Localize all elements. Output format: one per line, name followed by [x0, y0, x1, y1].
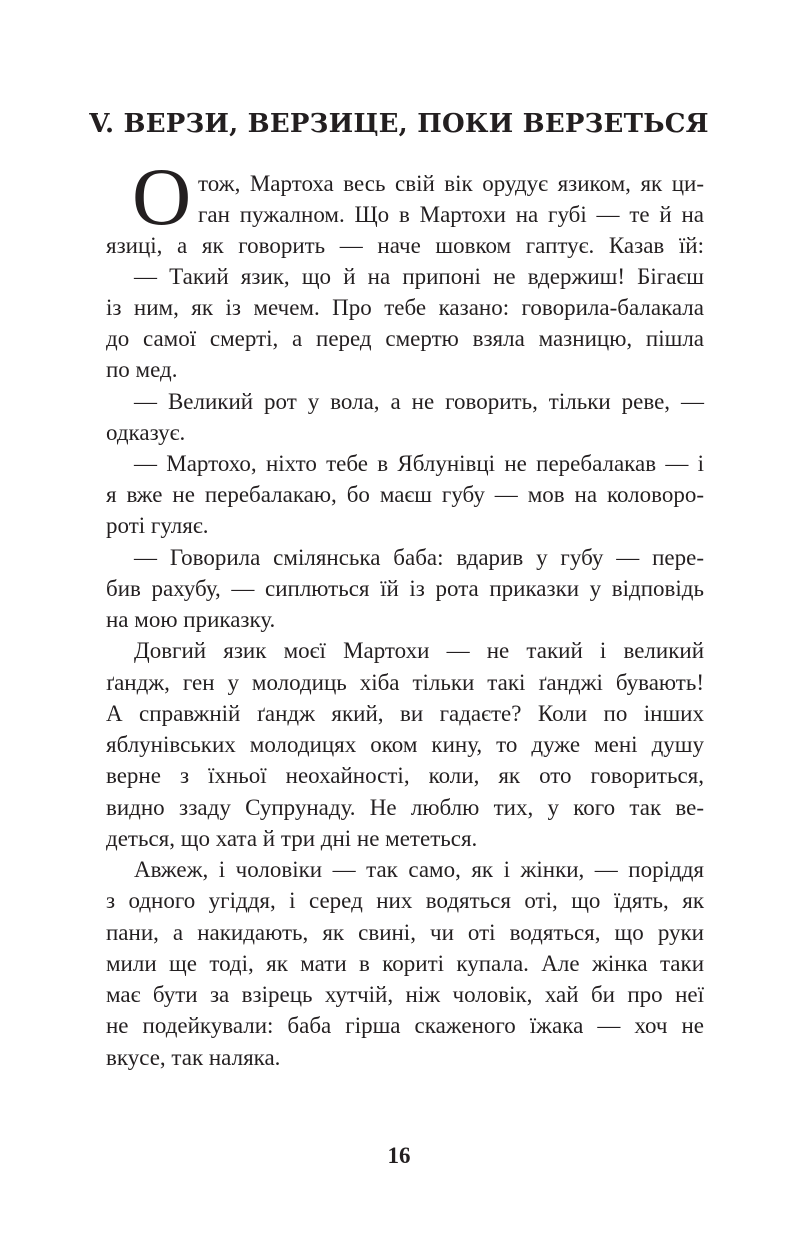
- text-line: Довгий язик моєї Мартохи — не такий і великий: [134, 638, 704, 663]
- text-line: з одного угіддя, і серед них водяться оті, що їдять, як: [106, 888, 704, 913]
- page-number: 16: [387, 1143, 411, 1168]
- text-line: — Великий рот у вола, а не говорить, тільки реве, —: [134, 389, 704, 414]
- text-line: ґандж, ген у молодиць хіба тільки такі ґанджі бувають!: [106, 670, 704, 695]
- text-line: одказує.: [106, 420, 186, 445]
- text-line: пани, а накидають, як свині, чи оті водяться, що руки: [106, 920, 704, 945]
- text-line: до самої смерті, а перед смертю взяла мазницю, пішла: [106, 326, 704, 351]
- text-line: — Говорила смілянська баба: вдарив у губу — пере-: [134, 545, 704, 570]
- drop-cap: О: [132, 151, 192, 242]
- text-line: Авжеж, і чоловіки — так само, як і жінки, — поріддя: [134, 857, 704, 882]
- text-line: із ним, як із мечем. Про тебе казано: говорила-балакала: [106, 295, 704, 320]
- text-line: вкусе, так наляка.: [106, 1045, 281, 1070]
- text-line: має бути за взірець хутчій, ніж чоловік, хай би про неї: [106, 982, 704, 1007]
- text-line: — Мартохо, ніхто тебе в Яблунівці не перебалакав — і: [134, 451, 704, 476]
- text-line: ган пужалном. Що в Мартохи на губі — те й на: [198, 202, 704, 227]
- text-line: видно ззаду Супрунаду. Не люблю тих, у кого так ве-: [106, 795, 704, 820]
- text-line: роті гуляє.: [106, 513, 209, 538]
- text-line: тож, Мартоха весь свій вік орудує язиком, як ци-: [198, 171, 704, 196]
- text-line: на мою приказку.: [106, 607, 276, 632]
- text-line: мили ще тоді, як мати в кориті купала. Але жінка таки: [106, 951, 704, 976]
- chapter-title: V. ВЕРЗИ, ВЕРЗИЦЕ, ПОКИ ВЕРЗЕТЬСЯ: [89, 109, 709, 139]
- text-line: бив рахубу, — сиплються їй із рота приказки у відповідь: [106, 576, 704, 601]
- text-line: А справжній ґандж який, ви гадаєте? Коли по інших: [106, 701, 704, 726]
- text-line: не подейкували: баба гірша скаженого їжака — хоч не: [106, 1013, 704, 1038]
- text-line: по мед.: [106, 357, 178, 382]
- text-line: деться, що хата й три дні не мететься.: [106, 826, 478, 851]
- text-line: верне з їхньої неохайності, коли, як ото говориться,: [106, 763, 704, 788]
- text-line: яблунівських молодицях оком кину, то дуже мені душу: [106, 732, 704, 757]
- text-line: я вже не перебалакаю, бо маєш губу — мов на коловоро-: [106, 482, 704, 507]
- text-line: язиці, а як говорить — наче шовком гаптує. Казав їй:: [106, 233, 704, 258]
- text-line: — Такий язик, що й на припоні не вдержиш! Бігаєш: [134, 264, 704, 289]
